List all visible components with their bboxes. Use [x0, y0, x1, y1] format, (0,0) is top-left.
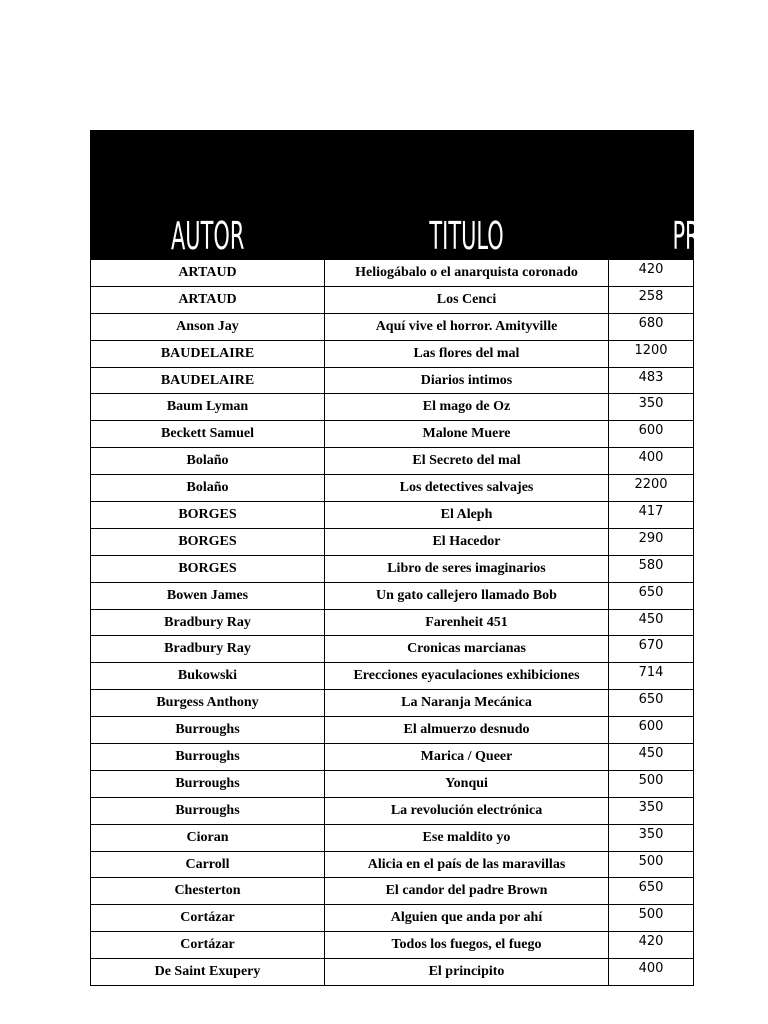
price-cell: 680 — [609, 313, 694, 340]
title-cell: Alguien que anda por ahí — [325, 905, 609, 932]
title-cell: Diarios intimos — [325, 367, 609, 394]
table-row — [91, 609, 694, 636]
title-cell: Malone Muere — [325, 421, 609, 448]
title-cell: Alicia en el país de las maravillas — [325, 851, 609, 878]
author-cell: BORGES — [91, 528, 325, 555]
title-cell: El Secreto del mal — [325, 448, 609, 475]
author-cell: Burgess Anthony — [91, 690, 325, 717]
table-row — [91, 878, 694, 905]
title-cell: El Hacedor — [325, 528, 609, 555]
table-row — [91, 690, 694, 717]
price-cell: 500 — [609, 905, 694, 932]
price-cell: 420 — [609, 932, 694, 959]
author-cell: Burroughs — [91, 744, 325, 771]
title-cell: Marica / Queer — [325, 744, 609, 771]
price-cell: 600 — [609, 717, 694, 744]
table-row — [91, 905, 694, 932]
title-cell: Heliogábalo o el anarquista coronado — [325, 260, 609, 287]
table-row — [91, 744, 694, 771]
title-cell: La Naranja Mecánica — [325, 690, 609, 717]
author-cell: Cortázar — [91, 905, 325, 932]
header-precio-label: PRECIO — [672, 214, 750, 258]
title-cell: Los Cenci — [325, 286, 609, 313]
title-cell: El candor del padre Brown — [325, 878, 609, 905]
price-cell: 650 — [609, 582, 694, 609]
author-cell: Bradbury Ray — [91, 636, 325, 663]
title-cell: El mago de Oz — [325, 394, 609, 421]
header-row — [91, 131, 694, 260]
table-row — [91, 528, 694, 555]
author-cell: Beckett Samuel — [91, 421, 325, 448]
table-row — [91, 717, 694, 744]
author-cell: Burroughs — [91, 717, 325, 744]
table-row — [91, 421, 694, 448]
table-row — [91, 663, 694, 690]
table-row — [91, 959, 694, 986]
header-autor — [91, 131, 325, 260]
author-cell: Chesterton — [91, 878, 325, 905]
table-row — [91, 448, 694, 475]
title-cell: Los detectives salvajes — [325, 475, 609, 502]
author-cell: Carroll — [91, 851, 325, 878]
header-autor-label: AUTOR — [170, 214, 245, 258]
table-row — [91, 636, 694, 663]
author-cell: Bolaño — [91, 475, 325, 502]
table-row — [91, 797, 694, 824]
header-titulo — [325, 131, 609, 260]
author-cell: Cioran — [91, 824, 325, 851]
table-row — [91, 260, 694, 287]
price-cell: 714 — [609, 663, 694, 690]
author-cell: Burroughs — [91, 797, 325, 824]
title-cell: El Aleph — [325, 502, 609, 529]
author-cell: Bradbury Ray — [91, 609, 325, 636]
title-cell: Aquí vive el horror. Amityville — [325, 313, 609, 340]
title-cell: Farenheit 451 — [325, 609, 609, 636]
table-header — [91, 131, 750, 260]
price-cell: 400 — [609, 448, 694, 475]
price-cell: 670 — [609, 636, 694, 663]
author-cell: BAUDELAIRE — [91, 340, 325, 367]
book-price-table — [90, 130, 750, 986]
price-cell: 400 — [609, 959, 694, 986]
author-cell: Baum Lyman — [91, 394, 325, 421]
author-cell: De Saint Exupery — [91, 959, 325, 986]
price-cell: 600 — [609, 421, 694, 448]
price-cell: 483 — [609, 367, 694, 394]
price-cell: 450 — [609, 609, 694, 636]
table-row — [91, 502, 694, 529]
title-cell: El principito — [325, 959, 609, 986]
table-row — [91, 286, 694, 313]
title-cell: La revolución electrónica — [325, 797, 609, 824]
price-cell: 350 — [609, 797, 694, 824]
price-cell: 417 — [609, 502, 694, 529]
table-row — [91, 313, 694, 340]
title-cell: Todos los fuegos, el fuego — [325, 932, 609, 959]
table-row — [91, 770, 694, 797]
author-cell: Burroughs — [91, 770, 325, 797]
price-cell: 420 — [609, 260, 694, 287]
table-row — [91, 367, 694, 394]
price-cell: 650 — [609, 690, 694, 717]
author-cell: Bowen James — [91, 582, 325, 609]
table-body — [91, 260, 694, 986]
author-cell: Cortázar — [91, 932, 325, 959]
header-precio — [609, 131, 750, 260]
author-cell: Anson Jay — [91, 313, 325, 340]
price-cell: 650 — [609, 878, 694, 905]
author-cell: BORGES — [91, 502, 325, 529]
author-cell: Bolaño — [91, 448, 325, 475]
table-row — [91, 555, 694, 582]
price-cell: 290 — [609, 528, 694, 555]
price-cell: 2200 — [609, 475, 694, 502]
author-cell: BAUDELAIRE — [91, 367, 325, 394]
price-cell: 258 — [609, 286, 694, 313]
table-row — [91, 582, 694, 609]
price-cell: 350 — [609, 824, 694, 851]
price-cell: 450 — [609, 744, 694, 771]
title-cell: Las flores del mal — [325, 340, 609, 367]
table-row — [91, 932, 694, 959]
author-cell: ARTAUD — [91, 286, 325, 313]
title-cell: Erecciones eyaculaciones exhibiciones — [325, 663, 609, 690]
header-titulo-label: TITULO — [429, 214, 504, 258]
price-cell: 580 — [609, 555, 694, 582]
title-cell: Cronicas marcianas — [325, 636, 609, 663]
price-cell: 1200 — [609, 340, 694, 367]
title-cell: El almuerzo desnudo — [325, 717, 609, 744]
title-cell: Libro de seres imaginarios — [325, 555, 609, 582]
title-cell: Un gato callejero llamado Bob — [325, 582, 609, 609]
price-cell: 350 — [609, 394, 694, 421]
price-cell: 500 — [609, 770, 694, 797]
author-cell: BORGES — [91, 555, 325, 582]
price-cell: 500 — [609, 851, 694, 878]
author-cell: Bukowski — [91, 663, 325, 690]
table-row — [91, 475, 694, 502]
table-row — [91, 394, 694, 421]
title-cell: Ese maldito yo — [325, 824, 609, 851]
table-row — [91, 851, 694, 878]
table-row — [91, 340, 694, 367]
title-cell: Yonqui — [325, 770, 609, 797]
author-cell: ARTAUD — [91, 260, 325, 287]
table-row — [91, 824, 694, 851]
